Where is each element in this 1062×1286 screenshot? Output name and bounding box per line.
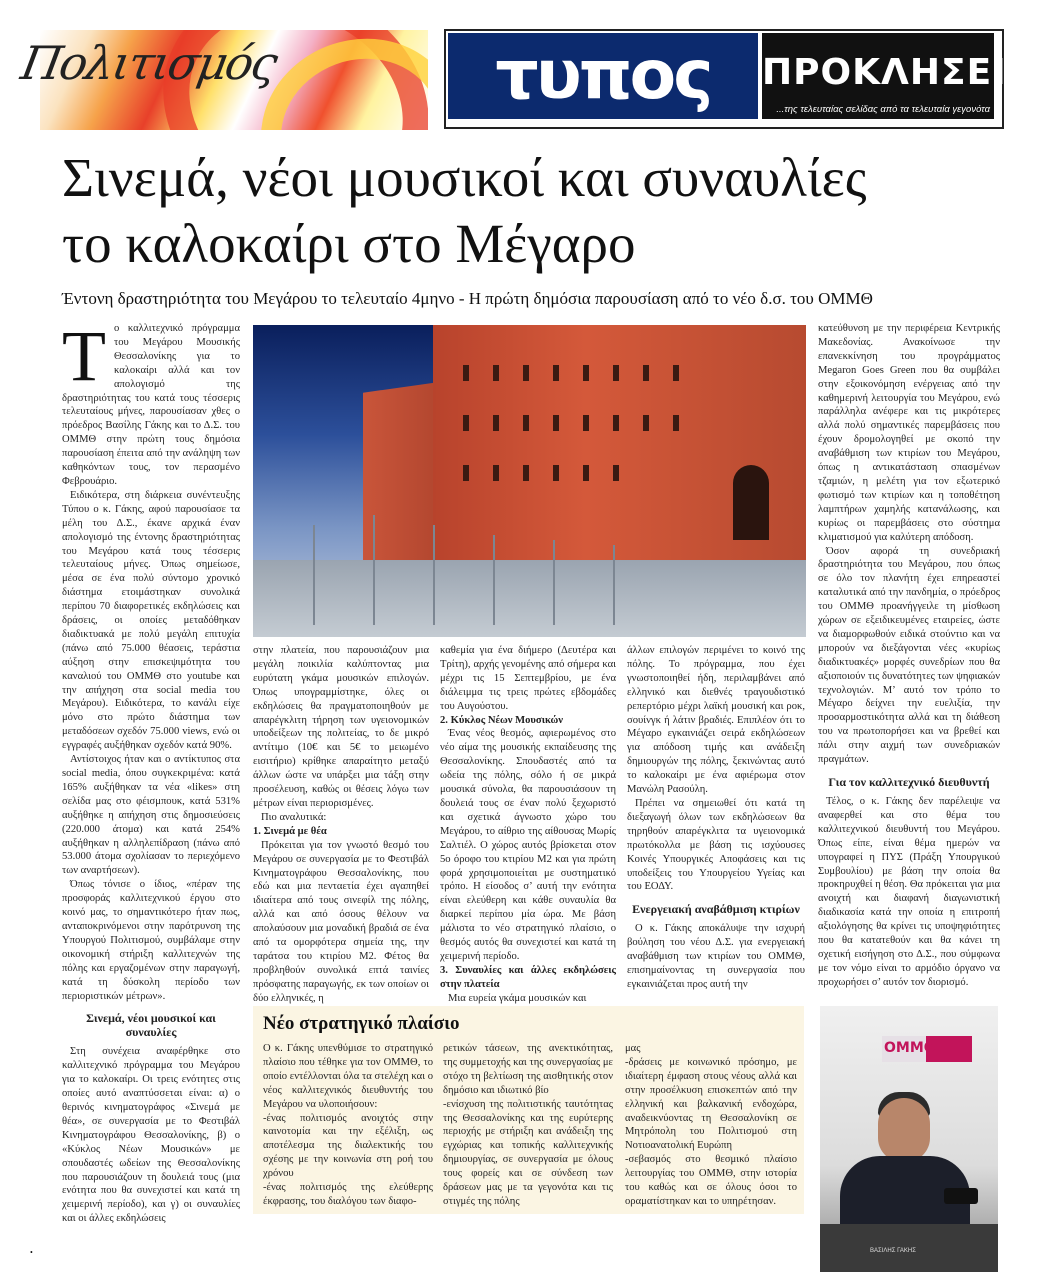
article-paragraph: Πιο αναλυτικά: (261, 811, 327, 823)
article-paragraph: Ειδικότερα, στη διάρκεια συνέντευξης Τύπου ο κ. Γάκης, αφού παρουσίασε τα μέλη του Δ.Σ., έκανε αρχικά έναν απολογισμό της έντονης δραστηριότητας του Μεγάρου κατά τους τέσσερις τελευταίους μήνες. Όπως σημείωσε, μέσα σε ένα πολύ σύντομο χρονικό διάστημα ετοιμάστηκαν συνολικά περίπου 70 διαφορετικές εκδηλώσεις και δράσεις, οι οποίες μεταδόθηκαν διαδικτυακά με πολύ μεγάλη επιτυχία (πάνω από 75.000 θέασεις, τεράστια αύξηση στην επισκεψιμότητα του καναλιού του ΟΜΜΘ στο youtube και την απήχηση στα social media του Μεγάρου). Ειδικότερα, το κανάλι είχε μόνο στο πρώτο διάστημα των μεταδόσεων σχεδόν 75.000 views, ενώ οι εγγραφές αυξήθηκαν σχεδόν κατά 90%. (62, 489, 240, 752)
paper-logo: τυπος (448, 33, 758, 119)
box-paragraph: ρετικών τάσεων, της ανεκτικότητας, της συμμετοχής και της συνεργασίας με στόχο τη βελτίωση της αισθητικής στον δημόσιο και ιδιωτικό βίο (443, 1043, 613, 1096)
article-column-1 (62, 316, 240, 1226)
box-title: Νέο στρατηγικό πλαίσιο (263, 1013, 460, 1034)
section-heading: 3. Συναυλίες και άλλες εκδηλώσεις στην πλατεία (440, 964, 616, 990)
section-subhead: Ενεργειακή αναβάθμιση κτιρίων (632, 902, 800, 917)
section-heading: 1. Σινεμά με θέα (253, 825, 327, 837)
article-paragraph: Μια ευρεία γκάμα μουσικών και (448, 992, 587, 1004)
box-column-2 (443, 1042, 613, 1209)
box-bullet: -σεβασμός στο θεσμικό πλαίσιο λειτουργίας του ΟΜΜΘ, στην ιστορία του καθώς και σε όλους όσοι το οραματίστηκαν και το υπηρέτησαν. (625, 1154, 797, 1207)
article-paragraph: Όσον αφορά τη συνεδριακή δραστηριότητα του Μεγάρου, που όπως σε όλο τον πλανήτη έχει επηρεαστεί καταλυτικά από την πανδημία, ο πρόεδρος του ΟΜΜΘ προανήγγειλε τη μίσθωση χώρων σε εξειδικευμένες εταιρείες, ώστε να διαμορφωθούν ειδικά στούντιο και να μπορούν να διεξάγονται νέες «κυρίως διαδικτυακές» μορφές συνεδρίων που θα αξιοποιούν τις δυνατότητες των ψηφιακών τεχνολογιών. Μ’ αυτό τον τρόπο το Μέγαρο δείχνει την ευελιξία, την προσαρμοστικότητα αλλά και τη διάθεση του να πρωτοπορήσει και να βρεθεί και πάλι στην αιχμή των συνεδριακών πραγμάτων. (818, 545, 1000, 766)
section-heading: 2. Κύκλος Νέων Μουσικών (440, 714, 564, 726)
article-paragraph: ο καλλιτεχνικό πρόγραμμα του Μεγάρου Μουσικής Θεσσαλονίκης για το καλοκαίρι αλλά και τον απολογισμό της δραστηριότητας του κατά τους τέσσερις τελευταίους μήνες, παρουσίασαν χθες ο πρόεδρος Βασίλης Γάκης και το Δ.Σ. του ΟΜΜΘ στην πρώτη τους δημόσια παρουσίαση έπειτα από την ανάληψη των καθηκόντων τους, τον περασμένο Φεβρουάριο. (62, 323, 240, 487)
article-column-3 (440, 644, 616, 1006)
section-label: Πολιτισμός (17, 36, 281, 90)
headline-line-1: Σινεμά, νέοι μουσικοί και συναυλίες (62, 147, 867, 208)
section-subhead: Για τον καλλιτεχνικό διευθυντή (828, 775, 990, 789)
box-paragraph: μας (625, 1043, 641, 1054)
box-bullet: -ένας πολιτισμός της ελεύθερης έκφρασης, του διαλόγου των διαφο- (263, 1182, 433, 1207)
dropcap: Τ (62, 316, 106, 396)
headline (62, 145, 1012, 277)
article-column-5 (818, 322, 1000, 990)
page-mark: • (30, 1248, 33, 1257)
speaker-photo (820, 1006, 998, 1272)
article-paragraph: Αντίστοιχος ήταν και ο αντίκτυπος στα social media, όπου συγκεκριμένα: κατά 165% αυξήθηκαν τα νέα «likes» στη σελίδα μας στο φέισμπουκ, κατά 531% αυξήθηκε η απήχηση στις δημοσιεύσεις (220.000 άτομα) και κατά 254% αυξήθηκαν η αλληλεπίδραση (πάνω από 53.000 άτομα σχολίασαν το περιεχόμενο των αναρτήσεων). (62, 754, 240, 877)
box-column-3 (625, 1042, 797, 1209)
box-paragraph: Ο κ. Γάκης υπενθύμισε το στρατηγικό πλαίσιο που τέθηκε για τον ΟΜΜΘ, το οποίο εντέλλονται όλα τα στελέχη και ο νέος καλλιτεχνικός διευθυντής του Μεγάρου να υλοποιήσουν: (263, 1043, 433, 1110)
subheadline: Έντονη δραστηριότητα του Μεγάρου το τελευταίο 4μηνο - Η πρώτη δημόσια παρουσίαση από το νέο δ.σ. του ΟΜΜΘ (62, 289, 873, 308)
article-column-2 (253, 644, 429, 1006)
article-paragraph: άλλων επιλογών περιμένει το κοινό της πόλης. Το πρόγραμμα, που έχει γνωστοποιηθεί ήδη, περιλαμβάνει από ελληνικό και διεθνές τραγουδιστικό ρεπερτόριο μέχρι λαϊκή μουσική και ροκ, σουίνγκ ή λάτιν βραδιές. Επιπλέον ότι το Μέγαρο εγκαινιάζει σειρά εκδηλώσεων για απόδοση τιμής και ανάδειξη δημιουργών της πόλης, ξεκινώντας αυτό το καλοκαίρι με ένα αφιέρωμα στον Μανώλη Ρασούλη. (627, 645, 805, 796)
column-name: ΠΡΟΚΛΗΣΕΙΣ (762, 52, 1033, 93)
article-paragraph: Πρόκειται για τον γνωστό θεσμό του Μεγάρου σε συνεργασία με το Φεστιβάλ Κινηματογράφου Θεσσαλονίκης, που εδώ και μια πενταετία έχει αγαπηθεί ιδιαίτερα από τους σινεφίλ της πόλης, αλλά και από όσους θέλουν να απολαύσουν μια μοναδική βραδιά σε ένα από τα ομορφότερα σημεία της, την ταράτσα του κτιρίου Μ2. Φέτος θα προβληθούν συνολικά επτά ταινίες πρόσφατης παραγωγής, εκ των οποίων οι δύο ελληνικές, η (253, 839, 429, 1004)
box-bullet: -ένας πολιτισμός ανοιχτός στην καινοτομία και την εξέλιξη, ως αποτέλεσμα της διαλεκτικής του σχέσης με την κοινωνία στη ροή του χρόνου (263, 1112, 433, 1180)
article-paragraph: Ο κ. Γάκης αποκάλυψε την ισχυρή βούληση του νέου Δ.Σ. για ενεργειακή αναβάθμιση των κτιρίων του ΟΜΜΘ, επισημαίνοντας τη συνεργασία που εγκαινιάζεται προς αυτή την (627, 923, 805, 990)
box-column-1 (263, 1042, 433, 1209)
box-bullet: -δράσεις με κοινωνικό πρόσημο, με ιδιαίτερη έμφαση στους νέους αλλά και στην προσέλκυση επισκεπτών από την ελληνική και βαλκανική ενδοχώρα, αναδεικνύοντας τη Θεσσαλονίκη σε Μητρόπολη του Πολιτισμού στη Νοτιοανατολική Ευρώπη (625, 1056, 797, 1152)
section-subhead: Σινεμά, νέοι μουσικοί και συναυλίες (86, 1011, 216, 1040)
article-paragraph: Στη συνέχεια αναφέρθηκε στο καλλιτεχνικό πρόγραμμα του Μεγάρου για το καλοκαίρι. Οι τρεις ενότητες στις οποίες αυτό αναπτύσσεται είναι: α) ο θερινός κινηματογράφος «Σινεμά με θέα», σε συνεργασία με το Φεστιβάλ Κινηματογράφου Θεσσαλονίκης, β) ο «Κύκλος Νέων Μουσικών» με σπουδαστές ωδείων της Θεσσαλονίκης που παρουσιάζουν τη δουλειά τους (μια ενότητα που θα συνεχιστεί και κατά τη χειμερινή περίοδο), και γ) οι συναυλίες και οι άλλες εκδηλώσεις (62, 1046, 240, 1225)
article-paragraph: Τέλος, ο κ. Γάκης δεν παρέλειψε να αναφερθεί και στο θέμα του καλλιτεχνικού διευθυντή του Μεγάρου. Όπως είπε, είναι θέμα ημερών να υπογραφεί η ΠΥΣ (Πράξη Υπουργικού Συμβουλίου) με βάση την οποία θα προκηρυχθεί η θέση. Θα πρόκειται για μια ανοιχτή και διαφανή διαγωνιστική διαδικασία κατά την οποία η επιτροπή αξιολόγησης θα κρίνει τις υποψηφιότητες που θα κατατεθούν και θα κάνει τη σχετική εισήγηση στο Δ.Σ., που σύμφωνα με τον νόμο είναι το αρμόδιο όργανο να προχωρήσει σ’ αυτόν τον διορισμό. (818, 796, 1000, 988)
article-column-4 (627, 644, 805, 992)
photo-caption: ΒΑΣΙΛΗΣ ΓΑΚΗΣ (870, 1248, 916, 1254)
article-paragraph: καθεμία για ένα διήμερο (Δευτέρα και Τρίτη), αρχής γενομένης από σήμερα και μέχρι τις 15 Σεπτεμβρίου, με ένα διάλειμμα τις τρεις πρώτες εβδομάδες του Αυγούστου. (440, 645, 616, 712)
building-photo (253, 325, 806, 637)
article-paragraph: Πρέπει να σημειωθεί ότι κατά τη διεξαγωγή όλων των εκδηλώσεων θα τηρηθούν απαρέγκλιτα τα υγειονομικά πρωτόκολλα με βάση τις ισχύουσες Κοινές Υπουργικές Αποφάσεις και τις υποδείξεις του Υπουργείου Υγείας και του ΕΟΔΥ. (627, 797, 805, 893)
article-paragraph: Όπως τόνισε ο ίδιος, «πέραν της προσφοράς καλλιτεχνικού έργου στο κοινό μας, το σημαντικότερο ήταν πως, ανταποκρινόμενοι στην παρότρυνση της Υπουργού Πολιτισμού, συμβάλαμε στην οικονομική στήριξη καλλιτεχνών της πόλης και εργαζομένων στην παραγωγή, κατά τη δύσκολη περίοδο των περιοριστικών μέτρων». (62, 879, 240, 1002)
article-paragraph: κατεύθυνση με την περιφέρεια Κεντρικής Μακεδονίας. Ανακοίνωσε την επανεκκίνηση του προγράμματος Megaron Goes Green που θα συμβάλει στην εξοικονόμηση ενέργειας από την καθημερινή λειτουργία του Μεγάρου, ενώ παράλληλα ανέφερε και τις μικρότερες αλλά πολύ σημαντικές παρεμβάσεις που έχουν δρομολογηθεί με σκοπό την αναβάθμιση των κτιρίων του Μεγάρου, όπως η αντικατάσταση σπασμένων τζαμιών, η μελέτη για τον εξωτερικό φωτισμό των κτιρίων και η τοποθέτηση λαμπτήρων χαμηλής κατανάλωσης, και κυρίως οι παρεμβάσεις στο σύστημα κλιματισμού για καλύτερη απόδοση. (818, 323, 1000, 543)
article-paragraph: Ένας νέος θεσμός, αφιερωμένος στο νέο αίμα της μουσικής εκπαίδευσης της Θεσσαλονίκης. Σπουδαστές από τα ωδεία της πόλης, σόλο ή σε μικρά μουσικά σύνολα, θα παρουσιάσουν τη δουλειά τους σε έναν πολύ ξεχωριστό και σχετικά άγνωστο χώρο του Μεγάρου, το αίθριο της αίθουσας Μωρίς Σαλτιέλ. Ο χώρος αυτός βρίσκεται στον 5ο όροφο του κτιρίου Μ2 και για πρώτη φορά χρησιμοποιείται με συστηματικό τρόπο. Η είσοδος σ’ αυτή την ενότητα είναι ελεύθερη και κάθε συναυλία θα διαρκεί περίπου μία ώρα. Με βάση μάλιστα το νέο στρατηγικό πλαίσιο, ο θεσμός αυτός θα συνεχιστεί και κατά τη χειμερινή περίοδο. (440, 728, 616, 962)
article-paragraph: στην πλατεία, που παρουσιάζουν μια μεγάλη ποικιλία καλύπτοντας μια ευρύτατη γκάμα μουσικών επιλογών. Όπως υπογραμμίστηκε, όλες οι εκδηλώσεις θα πραγματοποιηθούν με απαρέγκλιτη τήρηση των υγειονομικών υποδείξεων της πολιτείας, το δε μικρό αντίτιμο (10€ και 5€ το μειωμένο εισιτήριο) κρίθηκε απαραίτητο μεταξύ άλλων ώστε να υπάρξει μια τάξη στην προσέλευση, καθώς οι θέσεις λόγω των μέτρων είναι περιορισμένες. (253, 645, 429, 809)
portrait-logo-text: ΟΜΜΘ (884, 1040, 936, 1056)
headline-line-2: το καλοκαίρι στο Μέγαρο (62, 213, 636, 274)
column-tagline: ...της τελευταίας σελίδας από τα τελευταία γεγονότα (776, 104, 990, 115)
microphone-icon (944, 1188, 978, 1204)
box-bullet: -ενίσχυση της πολιτιστικής ταυτότητας της Θεσσαλονίκης και της ευρύτερης περιοχής με στήριξη και ανάδειξη της εγχώριας και τοπικής καλλιτεχνικής δημιουργίας, σε συνεργασία με όλους τους φορείς και σε σύνδεση των δράσεων μας με τα γεγονότα και τις στιγμές της πόλης (443, 1098, 613, 1207)
